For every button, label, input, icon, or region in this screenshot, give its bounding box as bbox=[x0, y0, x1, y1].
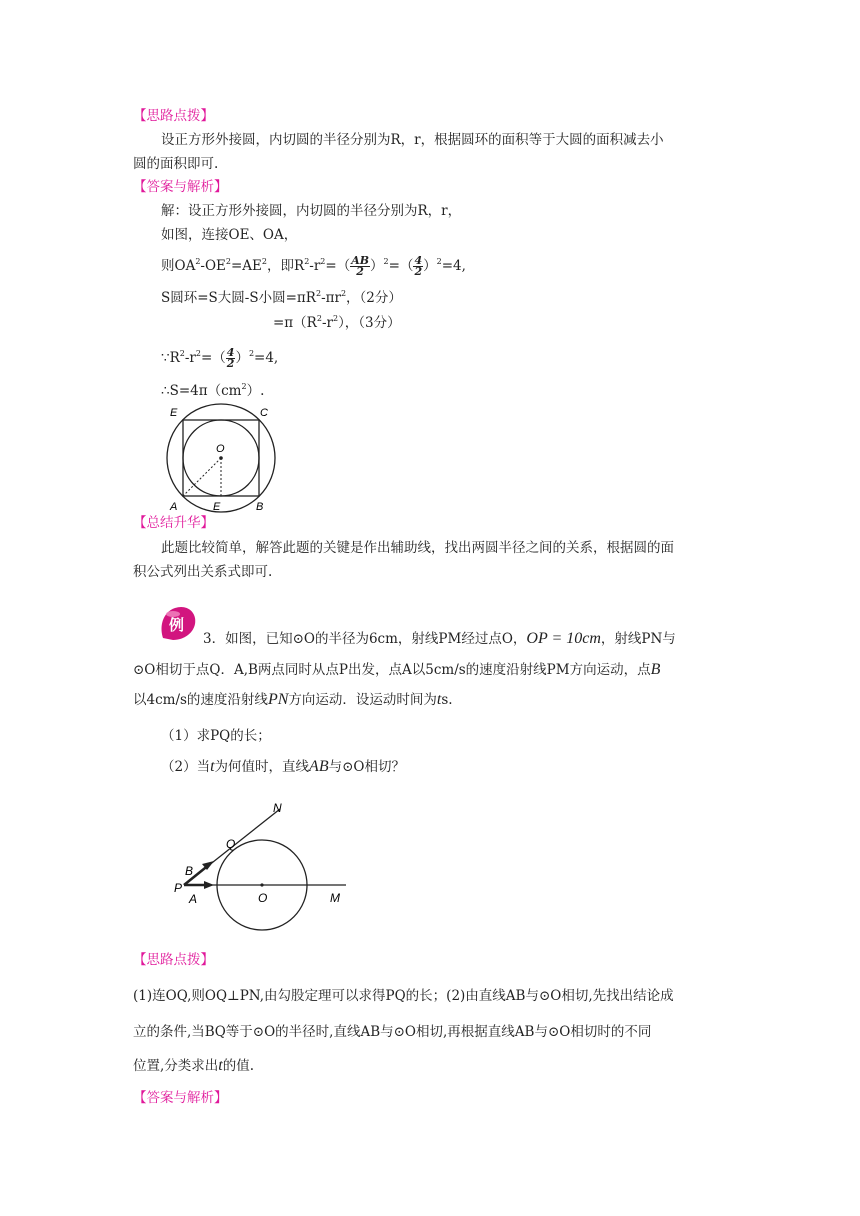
summary-heading: 【总结升华】 bbox=[133, 515, 214, 531]
arrow-a-head bbox=[204, 881, 214, 889]
label-a: A bbox=[170, 501, 178, 513]
label-m: M bbox=[330, 891, 340, 905]
example-badge bbox=[157, 604, 199, 644]
badge-text: 例 bbox=[169, 616, 185, 634]
solution-line: $=\pi(R^2-r^2)$，（3分） bbox=[273, 314, 401, 331]
square-circles-figure bbox=[160, 402, 290, 514]
solution-line: 解：设正方形外接圆，内切圆的半径分别为R，r， bbox=[161, 203, 462, 219]
solution-line: $\therefore S=4\pi(cm^2)$. bbox=[161, 382, 265, 399]
label-a: A bbox=[189, 892, 198, 906]
label-q: Q bbox=[226, 837, 236, 851]
question-2: （2）当t为何值时，直线AB与⊙O相切？ bbox=[161, 758, 405, 775]
label-b: B bbox=[256, 501, 264, 513]
fraction-ab-over-2: $\frac{AB}{2}$ bbox=[351, 254, 370, 278]
summary-text-line: 此题比较简单，解答此题的关键是作出辅助线，找出两圆半径之间的关系，根据圆的面 bbox=[161, 540, 674, 556]
fraction-4-over-2: $\frac{4}{2}$ bbox=[226, 346, 235, 370]
solution-line: S圆环=S大圆-S小圆$=\pi R^2-\pi r^2$，（2分） bbox=[161, 289, 402, 306]
fraction-4-over-2: $\frac{4}{2}$ bbox=[414, 254, 423, 278]
answer-heading: 【答案与解析】 bbox=[133, 179, 228, 195]
label-o: O bbox=[216, 443, 225, 455]
answer-heading: 【答案与解析】 bbox=[133, 1090, 228, 1106]
math-op-length: OP = 10cm bbox=[526, 630, 601, 647]
hint-heading: 【思路点拨】 bbox=[133, 952, 214, 968]
label-e-top: E bbox=[170, 407, 178, 419]
solution-equation-line: 则$OA^2-OE^2=AE^2$，即$R^2-r^2=$（ $\frac{AB}{2}$ ）$^2$=（ $\frac{4}{2}$ ）$^2$=4, bbox=[161, 254, 466, 278]
example-text-line: 以4cm/s的速度沿射线PN方向运动．设运动时间为ts. bbox=[133, 691, 453, 708]
center-point bbox=[219, 456, 223, 460]
solution-line: 如图，连接OE、OA， bbox=[161, 227, 298, 243]
question-1: （1）求PQ的长； bbox=[161, 728, 271, 744]
hint-text-line: 设正方形外接圆，内切圆的半径分别为R，r，根据圆环的面积等于大圆的面积减去小 bbox=[161, 132, 664, 148]
label-n: N bbox=[273, 801, 282, 815]
label-o: O bbox=[258, 891, 268, 905]
summary-text-line: 积公式列出关系式即可. bbox=[133, 564, 273, 580]
hint-text-line: 位置,分类求出t的值. bbox=[133, 1057, 255, 1074]
hint-text-line: (1)连OQ,则OQ⊥PN,由勾股定理可以求得PQ的长；(2)由直线AB与⊙O相切,先找出结论成 bbox=[133, 988, 674, 1004]
label-p: P bbox=[174, 881, 183, 895]
label-b: B bbox=[185, 864, 194, 878]
example-text-line: ⊙O相切于点Q．A,B两点同时从点P出发，点A以5cm/s的速度沿射线PM方向运动，点B bbox=[133, 661, 661, 678]
hint-heading: 【思路点拨】 bbox=[133, 108, 214, 124]
hint-text-line: 圆的面积即可. bbox=[133, 156, 219, 172]
example-text-line: 3．如图，已知⊙O的半径为6cm，射线PM经过点O，OP = 10cm，射线PN与 bbox=[203, 630, 676, 647]
hint-text-line: 立的条件,当BQ等于⊙O的半径时,直线AB与⊙O相切,再根据直线AB与⊙O相切时的不同 bbox=[133, 1024, 652, 1040]
label-c: C bbox=[260, 407, 268, 419]
tangent-figure bbox=[170, 795, 360, 935]
label-e-bottom: E bbox=[213, 501, 221, 513]
center-o bbox=[260, 883, 263, 886]
solution-equation-line: $\because R^2-r^2=$（ $\frac{4}{2}$ ）$^2$=4, bbox=[161, 346, 279, 370]
